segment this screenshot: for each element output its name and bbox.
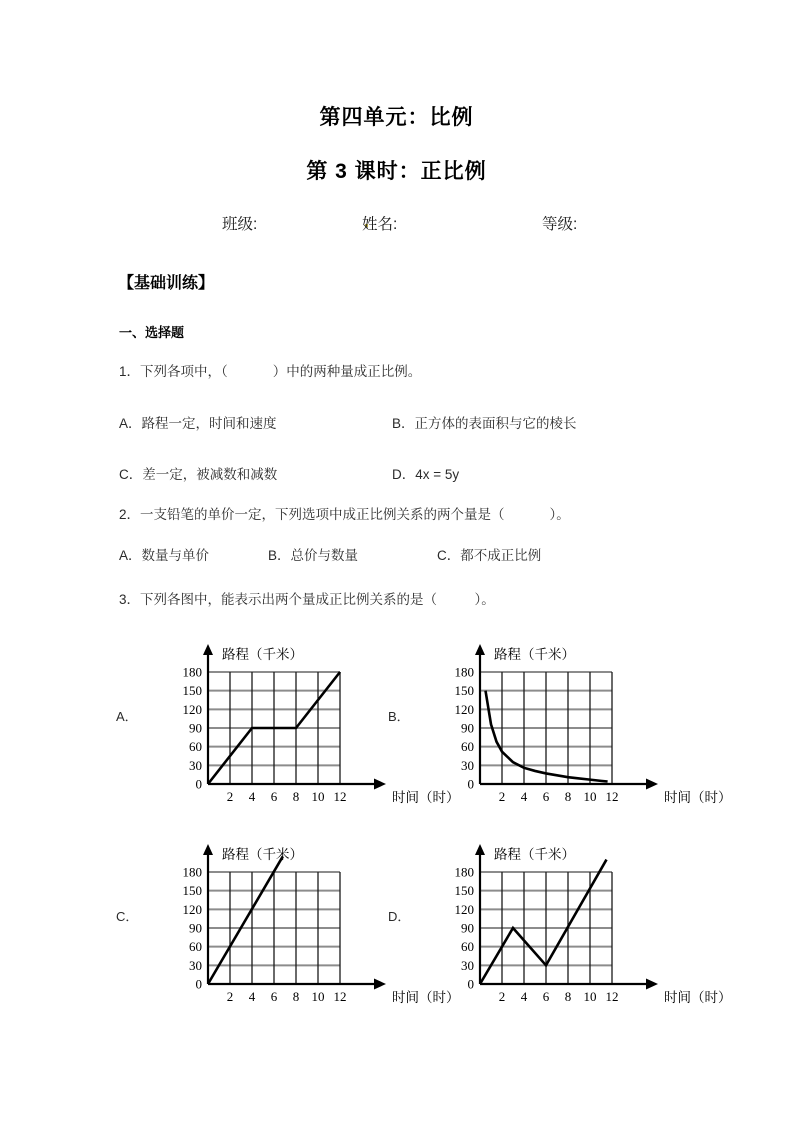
question-1-option-c: C．差一定，被减数和减数 xyxy=(119,467,278,482)
x-tick-label: 4 xyxy=(520,989,528,1004)
x-axis-label: 时间（时） xyxy=(664,990,732,1005)
x-tick-label: 6 xyxy=(542,989,550,1004)
question-1-text: 1．下列各项中，（ ）中的两种量成正比例。 xyxy=(119,364,422,379)
x-tick-label: 2 xyxy=(498,789,506,804)
x-tick-label: 12 xyxy=(605,789,619,804)
x-tick-label: 2 xyxy=(226,789,234,804)
y-tick-label: 90 xyxy=(461,920,474,936)
x-tick-label: 8 xyxy=(564,789,572,804)
x-tick-label: 12 xyxy=(605,989,619,1004)
y-tick-label: 150 xyxy=(182,883,202,899)
x-tick-label: 12 xyxy=(333,989,347,1004)
chart-option-label-d: D． xyxy=(388,909,411,924)
y-tick-label: 120 xyxy=(182,701,202,717)
question-1-option-b: B．正方体的表面积与它的棱长 xyxy=(392,416,577,431)
y-tick-label: 0 xyxy=(467,976,474,992)
section-heading-basic-training: 【基础训练】 xyxy=(118,275,215,292)
page-title-unit: 第四单元：比例 xyxy=(319,106,474,129)
x-tick-label: 2 xyxy=(498,989,506,1004)
name-field-label: 姓名: xyxy=(362,216,398,233)
x-tick-label: 10 xyxy=(583,789,597,804)
x-tick-label: 2 xyxy=(226,989,234,1004)
chart-option-c xyxy=(140,832,460,1022)
y-tick-label: 60 xyxy=(189,739,202,755)
chart-svg-c xyxy=(140,832,460,1022)
y-tick-label: 180 xyxy=(454,864,474,880)
x-tick-label: 4 xyxy=(520,789,528,804)
y-tick-label: 90 xyxy=(461,720,474,736)
y-tick-label: 180 xyxy=(182,864,202,880)
chart-option-label-a: A． xyxy=(116,709,138,724)
question-2-option-a: A．数量与单价 xyxy=(119,548,210,563)
chart-svg-b xyxy=(412,632,732,822)
x-tick-label: 8 xyxy=(292,989,300,1004)
x-tick-label: 6 xyxy=(270,989,278,1004)
x-tick-label: 6 xyxy=(542,789,550,804)
x-axis-label: 时间（时） xyxy=(392,990,460,1005)
y-tick-label: 120 xyxy=(454,901,474,917)
y-tick-label: 150 xyxy=(454,683,474,699)
chart-svg-a xyxy=(140,632,460,822)
x-tick-label: 10 xyxy=(311,989,325,1004)
y-tick-label: 120 xyxy=(182,901,202,917)
y-tick-label: 0 xyxy=(467,776,474,792)
chart-option-b xyxy=(412,632,732,822)
y-tick-label: 60 xyxy=(189,939,202,955)
chart-option-a xyxy=(140,632,460,822)
y-tick-label: 30 xyxy=(461,757,474,773)
y-tick-label: 60 xyxy=(461,739,474,755)
x-tick-label: 12 xyxy=(333,789,347,804)
y-tick-label: 30 xyxy=(189,957,202,973)
page-title-lesson: 第 3 课时：正比例 xyxy=(306,160,487,183)
y-tick-label: 30 xyxy=(461,957,474,973)
y-tick-label: 30 xyxy=(189,757,202,773)
subsection-heading-multiple-choice: 一、选择题 xyxy=(119,325,185,340)
x-tick-label: 10 xyxy=(583,989,597,1004)
x-tick-label: 10 xyxy=(311,789,325,804)
y-tick-label: 180 xyxy=(454,664,474,680)
question-2-option-c: C．都不成正比例 xyxy=(437,548,542,563)
x-axis-label: 时间（时） xyxy=(664,790,732,805)
y-axis-label: 路程（千米） xyxy=(222,647,303,662)
x-tick-label: 4 xyxy=(248,989,256,1004)
question-2-text: 2．一支铅笔的单价一定，下列选项中成正比例关系的两个量是（ ）。 xyxy=(119,507,570,522)
class-field-label: 班级: xyxy=(222,216,258,233)
x-tick-label: 8 xyxy=(564,989,572,1004)
chart-option-d xyxy=(412,832,732,1022)
question-3-text: 3．下列各图中，能表示出两个量成正比例关系的是（ ）。 xyxy=(119,592,495,607)
chart-option-label-c: C． xyxy=(116,909,139,924)
x-tick-label: 6 xyxy=(270,789,278,804)
chart-svg-d xyxy=(412,832,732,1022)
y-tick-label: 60 xyxy=(461,939,474,955)
y-tick-label: 150 xyxy=(454,883,474,899)
y-tick-label: 180 xyxy=(182,664,202,680)
y-tick-label: 0 xyxy=(195,776,202,792)
x-tick-label: 4 xyxy=(248,789,256,804)
y-tick-label: 150 xyxy=(182,683,202,699)
grade-field-label: 等级: xyxy=(542,216,578,233)
y-tick-label: 90 xyxy=(189,920,202,936)
x-axis-label: 时间（时） xyxy=(392,790,460,805)
y-tick-label: 120 xyxy=(454,701,474,717)
y-axis-label: 路程（千米） xyxy=(222,847,303,862)
x-tick-label: 8 xyxy=(292,789,300,804)
y-axis-label: 路程（千米） xyxy=(494,847,575,862)
question-2-option-b: B．总价与数量 xyxy=(268,548,359,563)
y-tick-label: 0 xyxy=(195,976,202,992)
y-tick-label: 90 xyxy=(189,720,202,736)
question-1-option-d: D．4x = 5y xyxy=(392,467,460,482)
chart-option-label-b: B． xyxy=(388,709,410,724)
question-1-option-a: A．路程一定，时间和速度 xyxy=(119,416,277,431)
y-axis-label: 路程（千米） xyxy=(494,647,575,662)
